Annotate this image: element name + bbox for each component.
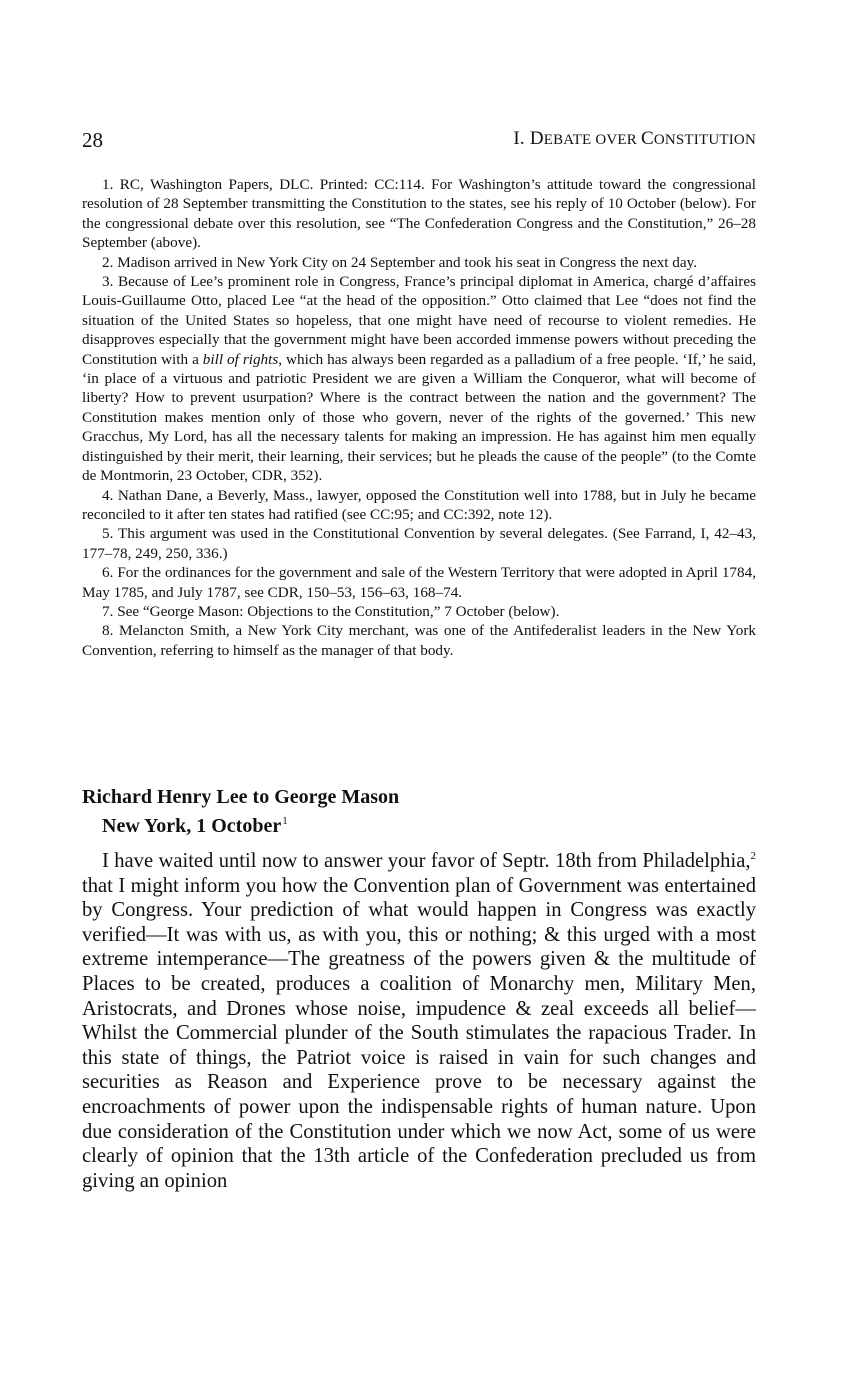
running-head xyxy=(82,128,756,154)
footnote-4: 4. Nathan Dane, a Beverly, Mass., lawyer, opposed the Constitution well into 1788, but in July he became reconciled to it after ten states had ratified (see CC:95; and CC:392, note 12). xyxy=(82,486,756,523)
footnote-8: 8. Melancton Smith, a New York City merchant, was one of the Antifederalist leaders in the New York Convention, referring to himself as the manager of that body. xyxy=(82,622,756,659)
section-title: I. DEBATE OVER CONSTITUTION xyxy=(513,128,756,149)
footnote-ref: 2 xyxy=(750,850,756,862)
page-number: 28 xyxy=(82,128,103,152)
letter-paragraph: I have waited until now to answer your favor of Septr. 18th from Philadelphia,$^2$ that I might inform you how the Convention plan of Government was entertained by Congress. Your prediction of what would happen in Congress was exactly verified—It was with us, as with you, this or nothing; & this urged with a most extreme intemperance—The greatness of the powers given & the multitude of Places to be created, produces a coalition of Monarchy men, Military Men, Aristocrats, and Drones whose noise, impudence & zeal exceeds all belief—Whilst the Commercial plunder of the South stimulates the rapacious Trader. In this state of things, the Patriot voice is raised in vain for such changes and securities as Reason and Experience prove to be necessary against the encroachments of power upon the indispensable rights of human nature. Upon due consideration of the Constitution under which we now Act, some of us were clearly of opinion that the 13th article of the Confederation precluded us from giving an opinion xyxy=(82,850,756,1192)
footnote-5: 5. This argument was used in the Constitutional Convention by several delegates. (See Farrand, I, 42–43, 177–78, 249, 250, 336.) xyxy=(82,525,756,562)
footnote-6: 6. For the ordinances for the government and sale of the Western Territory that were adopted in April 1784, May 1785, and July 1787, see CDR, 150–53, 156–63, 168–74. xyxy=(82,564,756,601)
letter-title: Richard Henry Lee to George Mason xyxy=(82,786,400,808)
letter-heading xyxy=(82,785,756,838)
footnote-1: 1. RC, Washington Papers, DLC. Printed: CC:114. For Washington’s attitude toward the congressional resolution of 28 September transmitting the Constitution to the states, see his reply of 10 October (below). For the congressional debate over this resolution, see “The Confederation Congress and the Constitution,” 26–28 September (above). xyxy=(82,176,756,252)
letter-body xyxy=(82,844,756,1193)
footnotes xyxy=(82,175,756,660)
footnote-3: 3. Because of Lee’s prominent role in Congress, France’s principal diplomat in America, chargé d’affaires Louis-Guillaume Otto, placed Lee “at the head of the opposition.” Otto claimed that Lee “does not find the situation of the United States so hopeless, that one might have need of recourse to violent remedies. He disapproves especially that the government might have been accorded immense powers without preceding the Constitution with a bill of rights, which has always been regarded as a palladium of a free people. ‘If,’ he said, ‘in place of a virtuous and patriotic President we are given a William the Conqueror, what will become of liberty? How to prevent usurpation? Where is the contract between the nation and the government? The Constitution makes mention only of those who govern, never of the rights of the governed.’ This new Gracchus, My Lord, has all the necessary talents for making an impression. He has against him men equally distinguished by their merit, their learning, their services; but he pleads the cause of the people” (to the Comte de Montmorin, 23 October, CDR, 352). xyxy=(82,273,756,485)
footnote-2: 2. Madison arrived in New York City on 24 September and took his seat in Congress the next day. xyxy=(102,253,698,271)
footnote-ref: 1 xyxy=(282,815,288,827)
letter-dateline: New York, 1 October$^1$ xyxy=(102,815,288,837)
italic-term: bill of rights xyxy=(202,350,279,368)
footnote-7: 7. See “George Mason: Objections to the Constitution,” 7 October (below). xyxy=(102,602,560,620)
